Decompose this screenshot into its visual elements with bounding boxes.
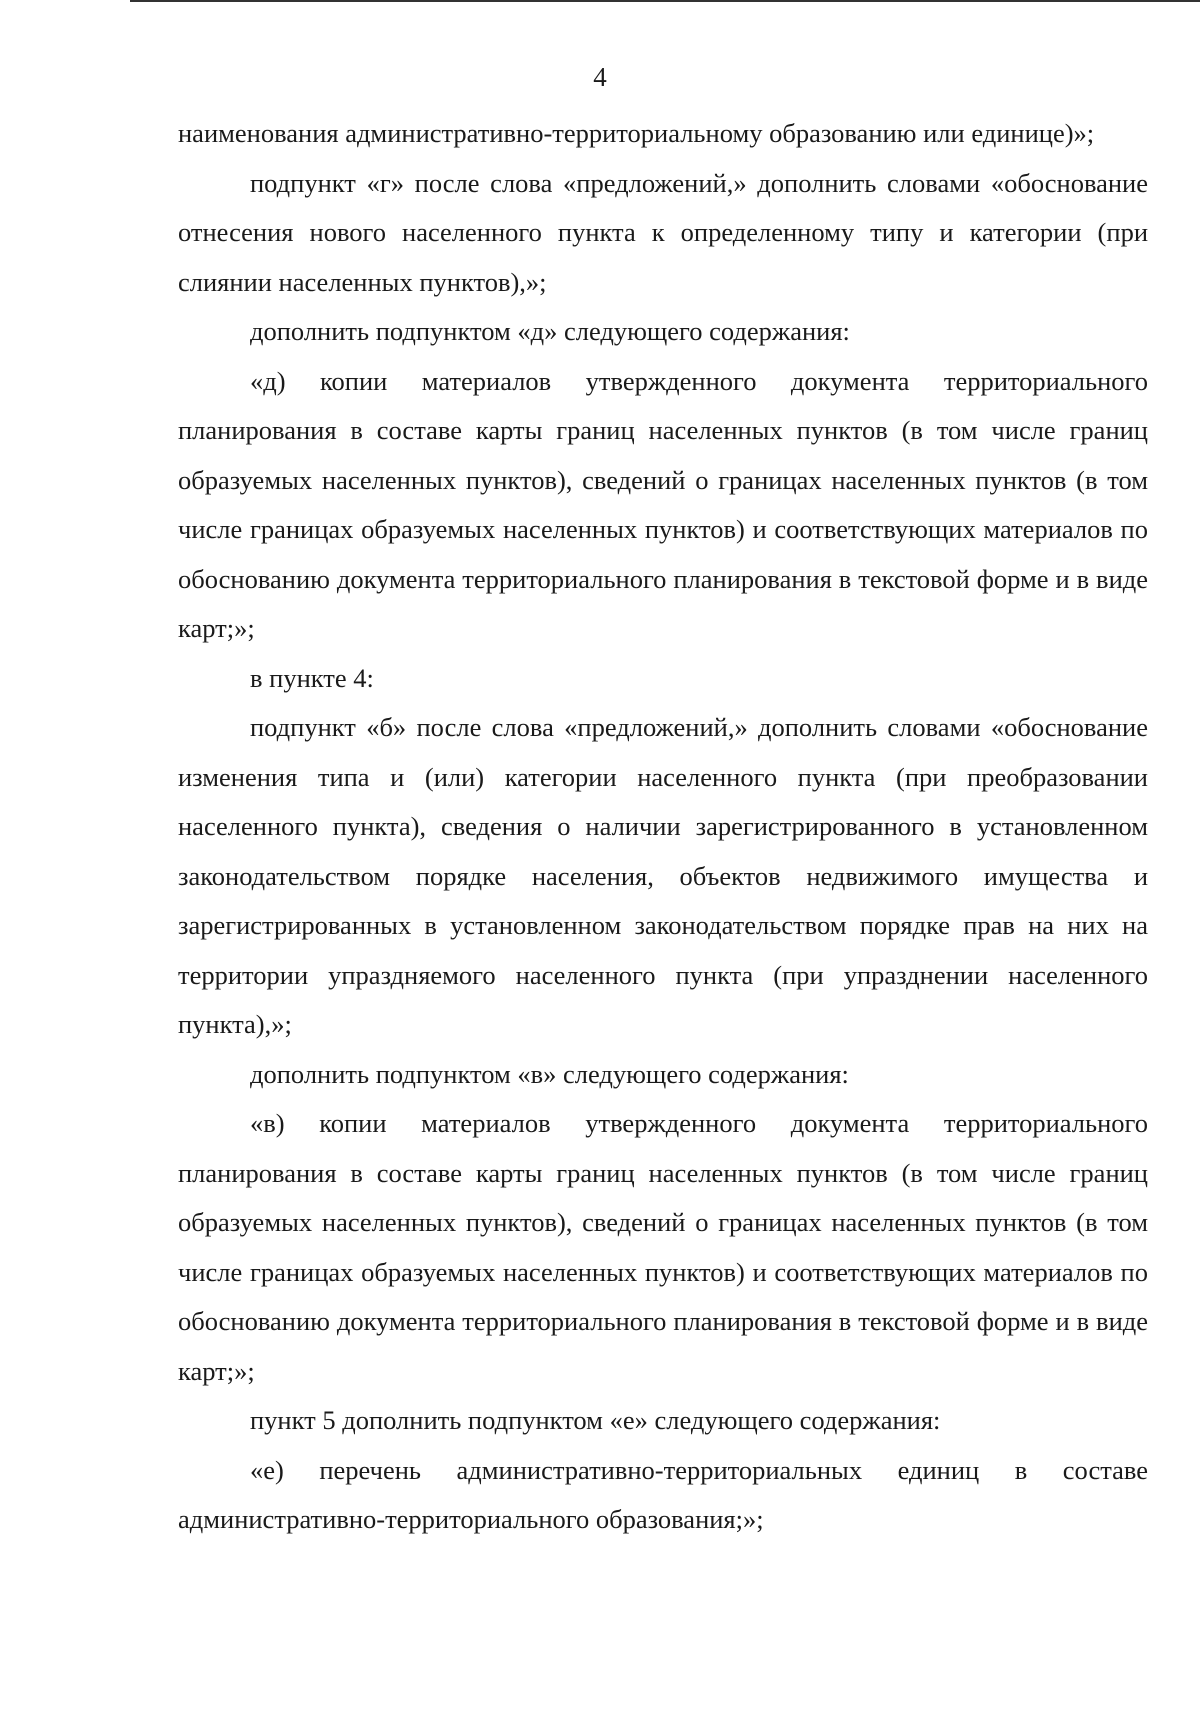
paragraph-8: «в) копии материалов утвержденного документа территориального планирования в составе карты границ населенных пунктов (в том числе границ образуемых населенных пунктов), сведений о границах населенных пунктов (в том числе границах образуемых населенных пунктов) и соответствующих материалов по обоснованию документа территориального планирования в текстовой форме и в виде карт;»; <box>178 1108 1148 1386</box>
paragraph-2: подпункт «г» после слова «предложений,» дополнить словами «обоснование отнесения нового населенного пункта к определенному типу и категории (при слиянии населенных пунктов),»; <box>178 167 1148 297</box>
page-number: 4 <box>593 62 607 92</box>
paragraph-3: дополнить подпунктом «д» следующего содержания: <box>250 316 850 346</box>
page-top-edge <box>130 0 1200 2</box>
paragraph-9: пункт 5 дополнить подпунктом «е» следующего содержания: <box>250 1405 941 1435</box>
paragraph-6: подпункт «б» после слова «предложений,» дополнить словами «обоснование изменения типа и (или) категории населенного пункта (при преобразовании населенного пункта), сведения о наличии зарегистрированного в установленном законодательством порядке населения, объектов недвижимого имущества и зарегистрированных в установленном законодательством порядке прав на них на территории упраздняемого населенного пункта (при упразднении населенного пункта),»; <box>178 712 1148 1039</box>
paragraph-7: дополнить подпунктом «в» следующего содержания: <box>250 1058 849 1089</box>
paragraph-10: «е) перечень административно-территориальных единиц в составе административно-территориального образования;»; <box>178 1454 1148 1534</box>
paragraph-1: наименования административно-территориальному образованию или единице)»; <box>178 118 1095 148</box>
paragraph-4: «д) копии материалов утвержденного документа территориального планирования в составе карты границ населенных пунктов (в том числе границ образуемых населенных пунктов), сведений о границах населенных пунктов (в том числе границах образуемых населенных пунктов) и соответствующих материалов по обоснованию документа территориального планирования в текстовой форме и в виде карт;»; <box>178 365 1148 643</box>
document-body <box>178 109 1148 1545</box>
paragraph-5: в пункте 4: <box>250 662 374 693</box>
